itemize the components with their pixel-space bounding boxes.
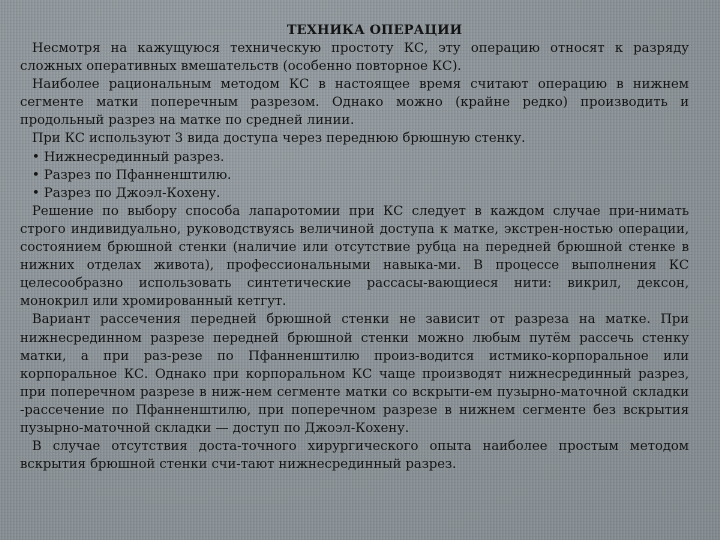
paragraph-access-types: При КС используют 3 вида доступа через переднюю брюшную стенку. [32,131,526,147]
paragraph-decision: Решение по выбору способа лапаротомии при КС следует в каждом случае при-нимать строго индивидуально, руководствуясь величиной доступа к матке, экстрен-ностью операции, состоянием брюшной стенки (наличие или отсутствие рубца на передней брюшной стенке в нижних отделах живота), профессиональными навыка-ми. В процессе выполнения КС целесообразно использовать синтетические рассасы-вающиеся нити: викрил, дексон, монокрил или хромированный кетгут. [20,203,689,310]
access-list [20,149,689,203]
slide-content [20,22,689,474]
paragraph-conclusion: В случае отсутствия доста-точного хирургического опыта наиболее простым методом вскрытия брюшной стенки счи-тают нижнесрединный разрез. [20,439,689,473]
paragraph-variant: Вариант рассечения передней брюшной стенки не зависит от разреза на матке. При нижнесрединном разрезе передней брюшной стенки можно любым путём рассечь стенку матки, а при раз-резе по Пфанненштилю произ-водится истмико-корпоральное или корпоральное КС. Однако при корпоральном КС чаще производят нижнесрединный разрез, при поперечном разрезе в ниж-нем сегменте матки со вскрыти-ем пузырно-маточной складки -рассечение по Пфанненштилю, при поперечном разрезе в нижнем сегменте без вскрытия пузырно-маточной складки — доступ по Джоэл-Кохену. [20,312,689,436]
list-item: • Разрез по Джоэл-Кохену. [32,185,221,201]
paragraph-method: Наиболее рациональным методом КС в настоящее время считают операцию в нижнем сегменте матки поперечным разрезом. Однако можно (крайне редко) производить и продольный разрез на матке по средней линии. [20,77,689,129]
paragraph-intro: Несмотря на кажущуюся техническую простоту КС, эту операцию относят к разряду сложных оперативных вмешательств (особенно повторное КС). [20,41,689,75]
list-item: • Нижнесрединный разрез. [32,149,225,165]
list-item: • Разрез по Пфанненштилю. [32,167,232,183]
slide-title: ТЕХНИКА ОПЕРАЦИИ [286,23,463,38]
